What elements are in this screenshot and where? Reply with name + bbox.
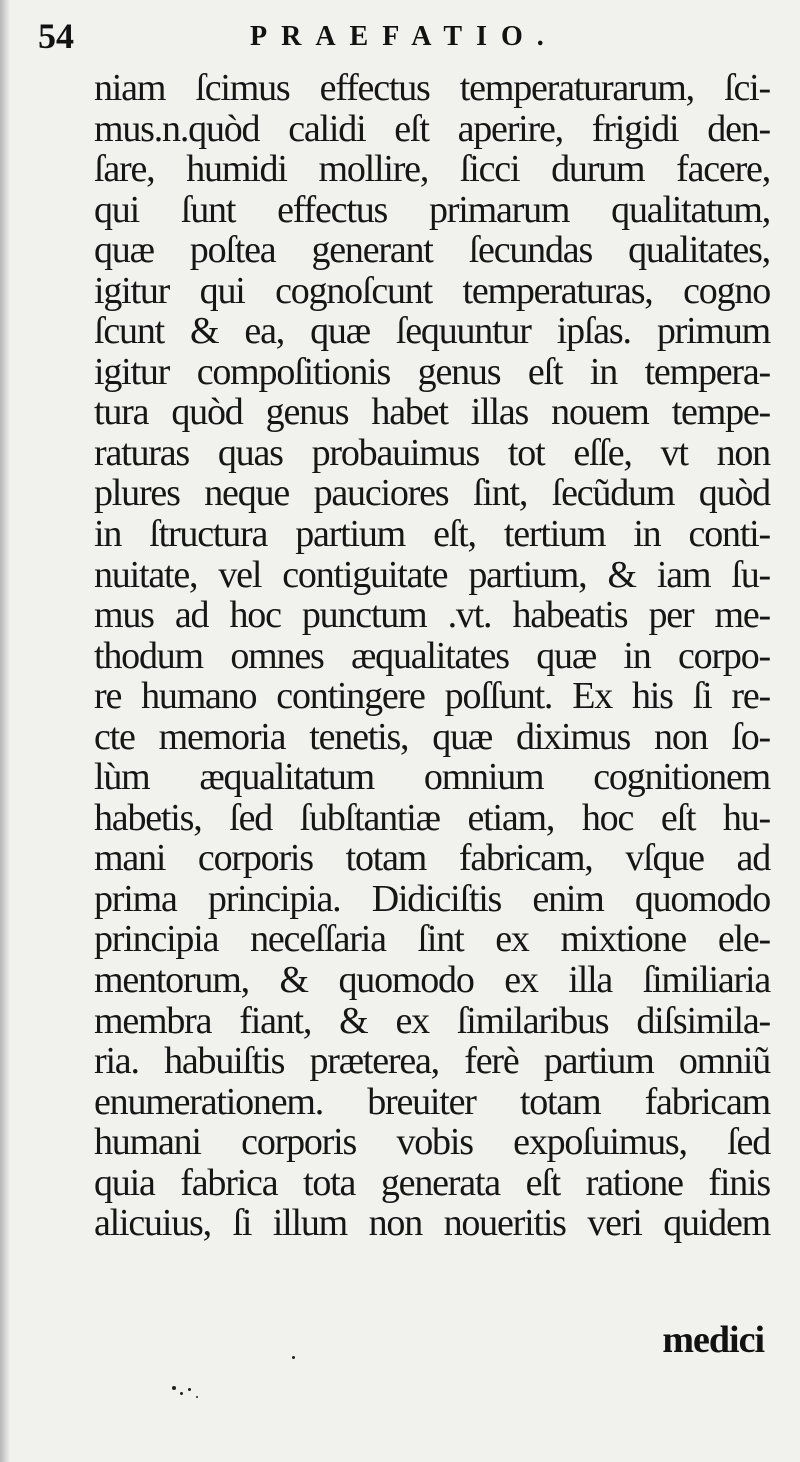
text-line: enumerationem. breuiter totam fabricam bbox=[94, 1080, 770, 1123]
text-line: in ſtructura partium eſt, tertium in conti- bbox=[94, 513, 770, 556]
text-line: mus ad hoc punctum .vt. habeatis per me- bbox=[94, 594, 770, 637]
running-title: PRAEFATIO. bbox=[250, 21, 558, 52]
ink-speck bbox=[180, 1392, 183, 1395]
text-line: lùm æqualitatum omnium cognitionem bbox=[94, 756, 770, 799]
page-number: 54 bbox=[38, 16, 74, 56]
text-line: tura quòd genus habet illas nouem tempe- bbox=[94, 391, 770, 434]
page-header bbox=[0, 14, 800, 58]
text-line: raturas quas probauimus tot eſſe, vt non bbox=[94, 431, 770, 474]
text-line: ſare, humidi mollire, ſicci durum facere, bbox=[94, 148, 770, 191]
ink-speck bbox=[196, 1396, 198, 1398]
text-line: mani corporis totam fabricam, vſque ad bbox=[94, 837, 770, 880]
ink-speck bbox=[292, 1356, 295, 1359]
text-line: niam ſcimus effectus temperaturarum, ſci- bbox=[94, 67, 770, 109]
text-line: qui ſunt effectus primarum qualitatum, bbox=[94, 188, 770, 231]
text-line: igitur qui cognoſcunt temperaturas, cogno bbox=[94, 269, 770, 312]
catchword: medici bbox=[662, 1319, 764, 1361]
text-line: quæ poſtea generant ſecundas qualitates, bbox=[94, 229, 770, 272]
text-line: nuitate, vel contiguitate partium, & iam ſu- bbox=[94, 553, 770, 596]
text-line: ſcunt & ea, quæ ſequuntur ipſas. primum bbox=[94, 310, 770, 353]
text-line: principia neceſſaria ſint ex mixtione ele- bbox=[94, 918, 770, 961]
text-line: mentorum, & quomodo ex illa ſimiliaria bbox=[94, 959, 770, 1002]
text-line: thodum omnes æqualitates quæ in corpo- bbox=[94, 634, 770, 677]
text-line: membra fiant, & ex ſimilaribus diſsimila- bbox=[94, 999, 770, 1042]
text-line: cte memoria tenetis, quæ diximus non ſo- bbox=[94, 715, 770, 758]
text-line: alicuius, ſi illum non noueritis veri quidem bbox=[94, 1202, 770, 1245]
text-line: mus.n.quòd calidi eſt aperire, frigidi den- bbox=[94, 107, 770, 150]
ink-speck bbox=[188, 1388, 191, 1391]
gutter-shadow bbox=[0, 0, 10, 1462]
body-text bbox=[94, 68, 770, 1244]
text-line: igitur compoſitionis genus eſt in tempera- bbox=[94, 350, 770, 393]
text-line: plures neque pauciores ſint, ſecũdum quòd bbox=[94, 472, 770, 515]
text-line: humani corporis vobis expoſuimus, ſed bbox=[94, 1121, 770, 1164]
ink-speck bbox=[172, 1386, 176, 1390]
text-line: prima principia. Didiciſtis enim quomodo bbox=[94, 877, 770, 920]
text-line: quia fabrica tota generata eſt ratione finis bbox=[94, 1161, 770, 1204]
text-line: re humano contingere poſſunt. Ex his ſi re- bbox=[94, 675, 770, 718]
text-line: ria. habuiſtis præterea, ferè partium omniũ bbox=[94, 1040, 770, 1083]
text-line: habetis, ſed ſubſtantiæ etiam, hoc eſt hu- bbox=[94, 796, 770, 839]
